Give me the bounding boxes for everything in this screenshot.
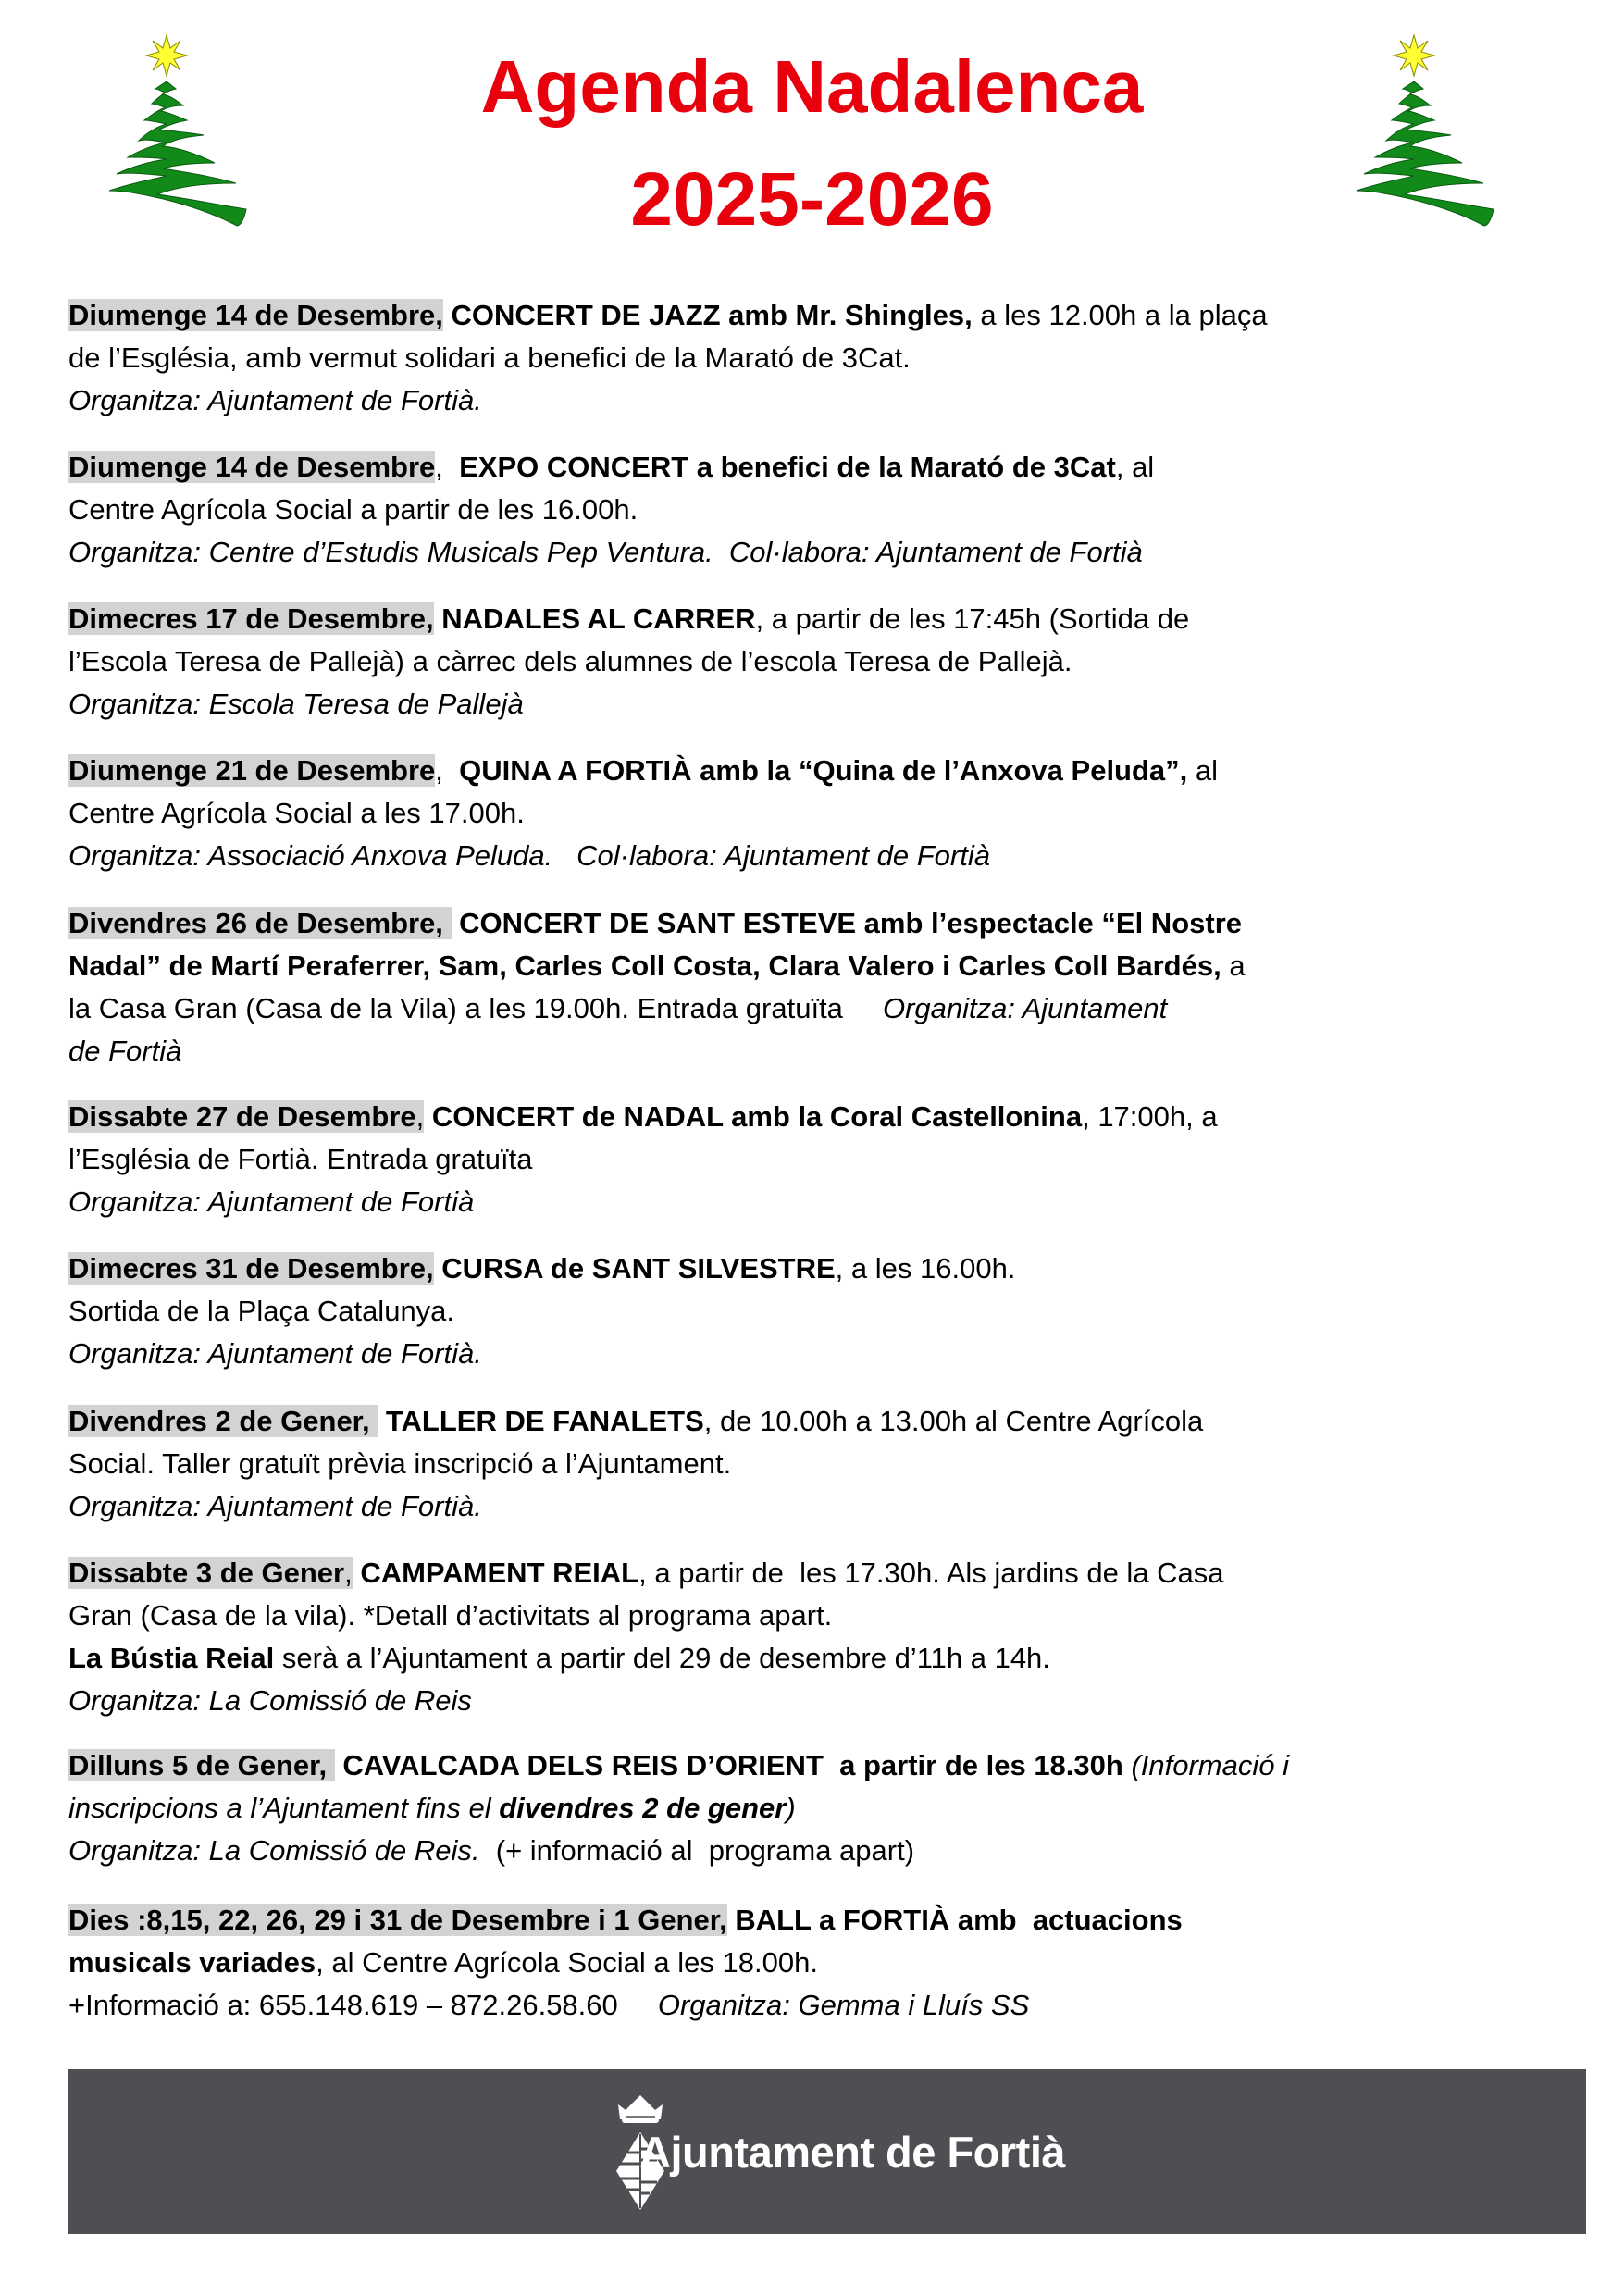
event-detail: a xyxy=(1221,949,1246,982)
event-detail: de l’Església, amb vermut solidari a benefici de la Marató de 3Cat. xyxy=(68,341,911,374)
event-organizer: Organitza: Gemma i Lluís SS xyxy=(657,1989,1030,2021)
event-date: Diumenge 21 de Desembre xyxy=(68,754,436,787)
event-organizer: ) xyxy=(786,1792,796,1824)
event-line xyxy=(68,1899,1183,1942)
event-line xyxy=(68,1030,181,1073)
event-line xyxy=(68,1637,1050,1680)
event-organizer: Organitza: Escola Teresa de Pallejà xyxy=(68,688,524,720)
event-line xyxy=(68,1552,1224,1595)
event-detail: , al xyxy=(1115,451,1155,483)
event-line xyxy=(68,337,911,379)
footer-banner xyxy=(68,2069,1586,2234)
event-detail: , de 10.00h a 13.00h al Centre Agrícola xyxy=(703,1405,1204,1437)
event-line xyxy=(68,1096,1218,1138)
event-line xyxy=(68,1680,472,1722)
event-organizer: inscripcions a l’Ajuntament fins el xyxy=(68,1792,500,1824)
page-subtitle-years: 2025-2026 xyxy=(630,157,994,242)
event-detail: al xyxy=(1187,754,1219,787)
event-detail: , 17:00h, a xyxy=(1082,1100,1218,1133)
event-date: Dissabte 27 de Desembre xyxy=(68,1100,416,1133)
event-deadline: divendres 2 de gener xyxy=(499,1792,787,1824)
page-title: Agenda Nadalenca xyxy=(480,45,1144,128)
event-title: musicals variades xyxy=(68,1946,316,1979)
event-detail: a les 12.00h a la plaça xyxy=(972,299,1268,331)
event-line xyxy=(68,1830,914,1872)
event-organizer: Organitza: Centre d’Estudis Musicals Pep Ventura. Col·labora: Ajuntament de Fortià xyxy=(68,536,1143,568)
event-line xyxy=(68,750,1218,792)
event-title: EXPO CONCERT a benefici de la Marató de 3Cat xyxy=(459,451,1116,483)
event-title: BALL a FORTIÀ amb actuacions xyxy=(726,1904,1183,1936)
event-detail: , a les 16.00h. xyxy=(835,1252,1016,1285)
footer-organization-name: Ajuntament de Fortià xyxy=(639,2128,1066,2177)
event-date: Dimecres 31 de Desembre, xyxy=(68,1252,434,1285)
event-detail: l’Escola Teresa de Pallejà) a càrrec dels alumnes de l’escola Teresa de Pallejà. xyxy=(68,645,1072,677)
event-organizer: Organitza: Ajuntament de Fortià xyxy=(68,1185,475,1218)
event-line xyxy=(68,1443,731,1485)
event-line xyxy=(68,379,482,422)
event-detail: (+ informació al programa apart) xyxy=(479,1834,915,1867)
event-line xyxy=(68,1984,1029,2027)
event-organizer: Organitza: La Comissió de Reis. xyxy=(68,1834,480,1867)
event-date: Diumenge 14 de Desembre, xyxy=(68,299,443,331)
event-title: NADALES AL CARRER xyxy=(433,602,756,635)
event-detail: Sortida de la Plaça Catalunya. xyxy=(68,1295,455,1327)
event-line xyxy=(68,1400,1203,1443)
event-line xyxy=(68,683,524,726)
event-detail: serà a l’Ajuntament a partir del 29 de desembre d’11h a 14h. xyxy=(274,1642,1050,1674)
event-line xyxy=(68,531,1143,574)
event-detail: , a partir de les 17:45h (Sortida de xyxy=(755,602,1190,635)
event-title: La Bústia Reial xyxy=(68,1642,275,1674)
event-date: Dilluns 5 de Gener, xyxy=(68,1749,335,1781)
event-line xyxy=(68,598,1189,640)
event-line xyxy=(68,1333,482,1375)
event-line xyxy=(68,835,990,877)
event-detail: Social. Taller gratuït prèvia inscripció a l’Ajuntament. xyxy=(68,1447,732,1480)
event-date: Dies :8,15, 22, 26, 29 i 31 de Desembre i 1 Gener, xyxy=(68,1904,727,1936)
event-detail: , a partir de les 17.30h. Als jardins de la Casa xyxy=(638,1557,1224,1589)
event-date-punct: , xyxy=(344,1557,353,1589)
event-title: Nadal” de Martí Peraferrer, Sam, Carles Coll Costa, Clara Valero i Carles Coll Bardés, xyxy=(68,949,1221,982)
event-title: CAVALCADA DELS REIS D’ORIENT a partir de les 18.30h xyxy=(334,1749,1123,1781)
event-organizer: Organitza: Ajuntament de Fortià. xyxy=(68,1337,482,1370)
event-date: Divendres 2 de Gener, xyxy=(68,1405,378,1437)
event-organizer: Organitza: Associació Anxova Peluda. Col·labora: Ajuntament de Fortià xyxy=(68,839,990,872)
event-organizer: Organitza: Ajuntament xyxy=(882,992,1168,1024)
event-title: CONCERT DE SANT ESTEVE amb l’espectacle “El Nostre xyxy=(451,907,1242,939)
event-line xyxy=(68,945,1246,987)
event-organizer: Organitza: Ajuntament de Fortià. xyxy=(68,1490,482,1522)
event-detail: la Casa Gran (Casa de la Vila) a les 19.00h. Entrada gratuïta xyxy=(68,992,883,1024)
event-title: CURSA de SANT SILVESTRE xyxy=(433,1252,836,1285)
event-line xyxy=(68,489,638,531)
event-title: CONCERT DE JAZZ amb Mr. Shingles, xyxy=(442,299,973,331)
event-line xyxy=(68,1138,532,1181)
event-detail: +Informació a: 655.148.619 – 872.26.58.60 xyxy=(68,1989,658,2021)
event-date-punct: , xyxy=(415,1100,425,1133)
event-detail: Gran (Casa de la vila). *Detall d’activitats al programa apart. xyxy=(68,1599,833,1632)
event-line xyxy=(68,987,1167,1030)
event-line xyxy=(68,792,525,835)
event-date: Dissabte 3 de Gener xyxy=(68,1557,345,1589)
event-detail: Centre Agrícola Social a les 17.00h. xyxy=(68,797,525,829)
event-title: TALLER DE FANALETS xyxy=(378,1405,704,1437)
event-line xyxy=(68,294,1268,337)
event-detail: Centre Agrícola Social a partir de les 16.00h. xyxy=(68,493,638,526)
event-line xyxy=(68,640,1072,683)
event-organizer: Organitza: La Comissió de Reis xyxy=(68,1684,472,1717)
event-line xyxy=(68,1744,1289,1787)
event-line xyxy=(68,1787,796,1830)
event-detail: l’Església de Fortià. Entrada gratuïta xyxy=(68,1143,533,1175)
event-title: CAMPAMENT REIAL xyxy=(352,1557,639,1589)
event-detail: , xyxy=(435,754,460,787)
event-date: Diumenge 14 de Desembre xyxy=(68,451,436,483)
event-line xyxy=(68,1181,474,1223)
event-line xyxy=(68,1595,832,1637)
event-detail: , xyxy=(435,451,460,483)
event-line xyxy=(68,446,1154,489)
event-line xyxy=(68,1247,1015,1290)
event-line xyxy=(68,1942,818,1984)
event-detail: , al Centre Agrícola Social a les 18.00h. xyxy=(316,1946,818,1979)
event-line xyxy=(68,902,1242,945)
event-line xyxy=(68,1485,482,1528)
event-date: Divendres 26 de Desembre, xyxy=(68,907,452,939)
event-date: Dimecres 17 de Desembre, xyxy=(68,602,434,635)
event-title: QUINA A FORTIÀ amb la “Quina de l’Anxova Peluda”, xyxy=(459,754,1188,787)
event-title: CONCERT de NADAL amb la Coral Castellonina xyxy=(424,1100,1083,1133)
event-organizer: de Fortià xyxy=(68,1035,182,1067)
event-organizer: (Informació i xyxy=(1122,1749,1289,1781)
event-organizer: Organitza: Ajuntament de Fortià. xyxy=(68,384,482,416)
event-line xyxy=(68,1290,454,1333)
